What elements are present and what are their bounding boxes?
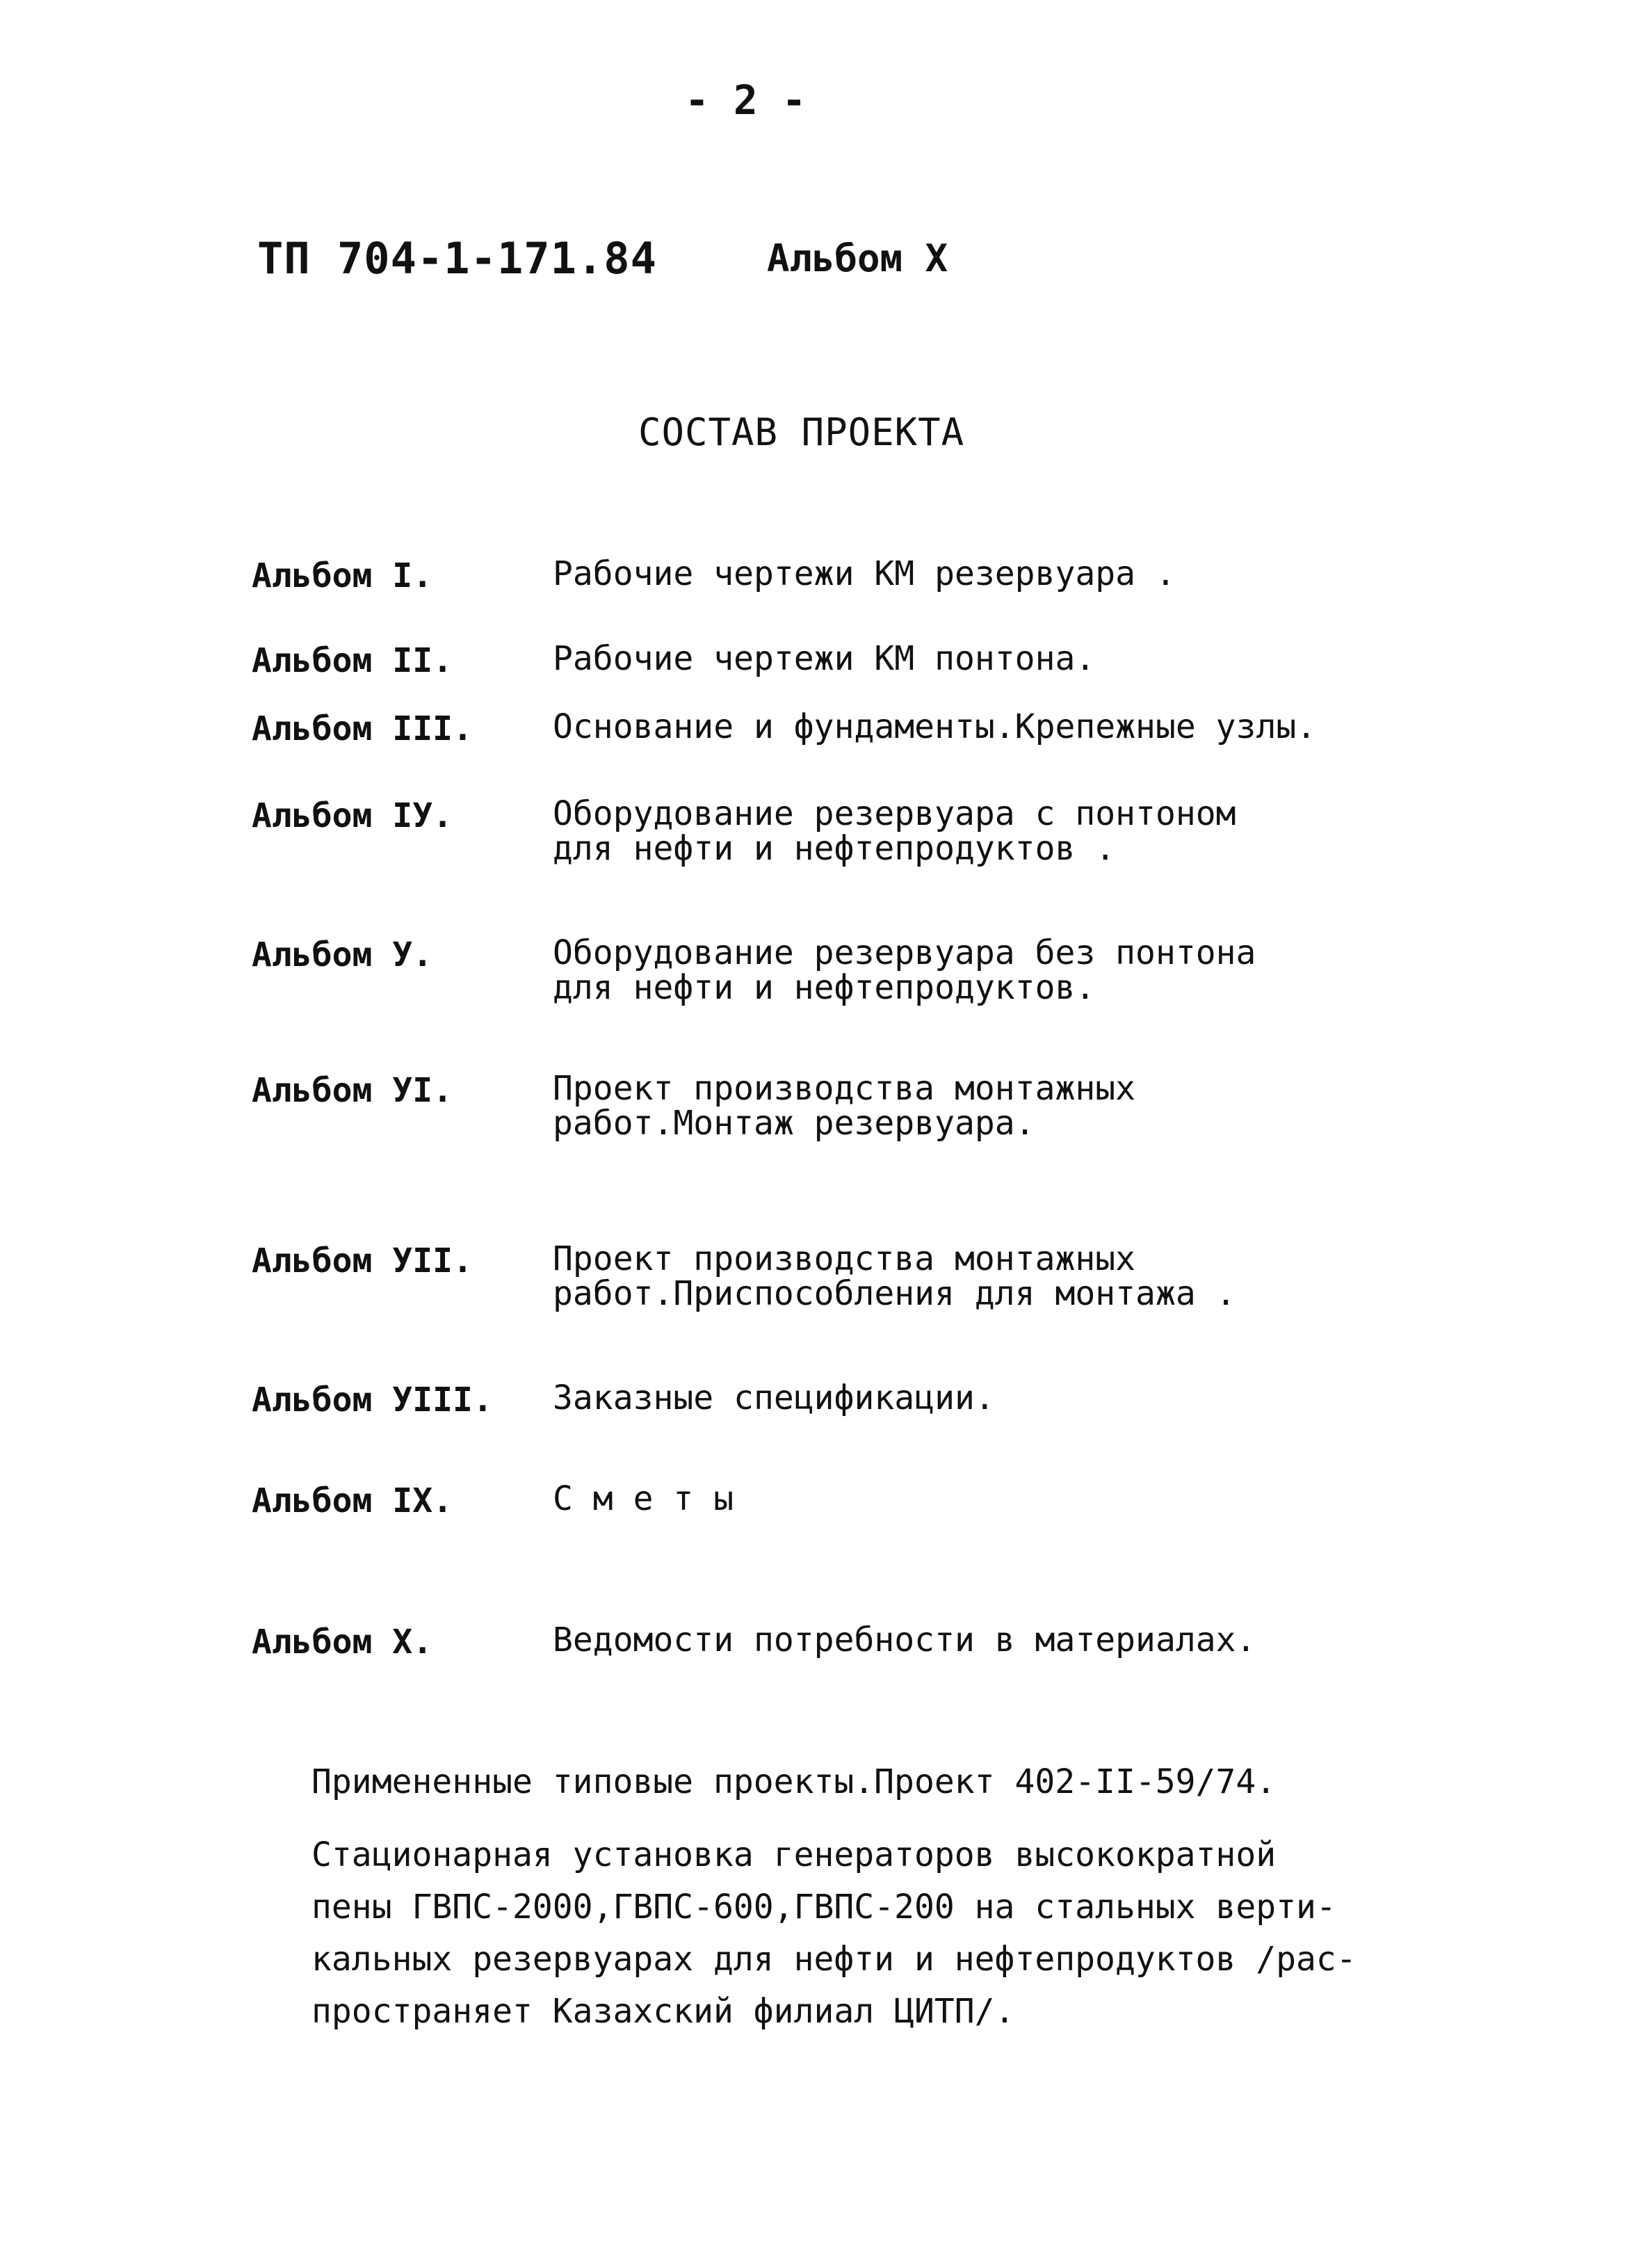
album-label: Альбом III. [252,709,473,748]
album-description: Ведомости потребности в материалах. [553,1620,1256,1659]
album-label: Альбом X. [252,1623,433,1662]
album-description: Рабочие чертежи КМ понтона. [553,639,1096,678]
album-label: Альбом УII. [252,1241,473,1280]
album-description: Основание и фундаменты.Крепежные узлы. [553,707,1317,746]
album-description: Оборудование резервуара с понтоном для нефти и нефтепродуктов . [553,794,1236,868]
album-label: Альбом I. [252,556,433,595]
album-label: Альбом У. [252,935,433,974]
album-label: Альбом IX. [252,1481,453,1520]
document-code: ТП 704-1-171.84 [257,233,657,284]
document-album: Альбом X [767,236,948,280]
applied-projects-description: Стационарная установка генераторов высокократной пены ГВПС-2000,ГВПС-600,ГВПС-200 на стальных верти- кальных резервуарах для нефти и нефтепродуктов /рас- пространяет Казахский филиал ЦИТП/. [311,1835,1357,2031]
album-label: Альбом IУ. [252,796,453,835]
page-number: - 2 - [685,77,807,124]
applied-projects-heading: Примененные типовые проекты.Проект 402-II-59/74. [311,1762,1277,1801]
album-description: Проект производства монтажных работ.Приспособления для монтажа . [553,1239,1236,1313]
section-title: СОСТАВ ПРОЕКТА [638,410,965,454]
album-description: С м е т ы [553,1479,734,1518]
album-label: Альбом УIII. [252,1381,493,1419]
album-description: Заказные спецификации. [553,1378,995,1417]
album-description: Проект производства монтажных работ.Монтаж резервуара. [553,1069,1136,1143]
album-description: Оборудование резервуара без понтона для нефти и нефтепродуктов. [553,933,1256,1007]
album-description: Рабочие чертежи КМ резервуара . [553,554,1176,593]
album-label: Альбом УI. [252,1071,453,1110]
album-label: Альбом II. [252,641,453,680]
